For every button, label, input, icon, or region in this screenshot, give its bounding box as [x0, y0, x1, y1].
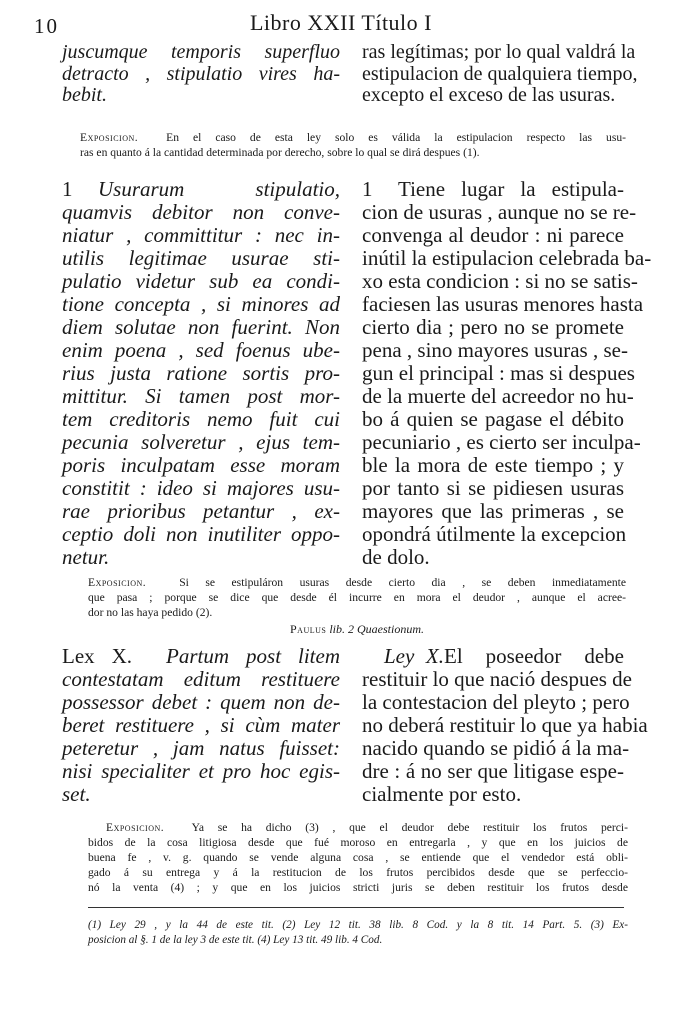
top-spanish-column: [362, 41, 638, 107]
spanish-line: restituir lo que nació despues de: [362, 667, 633, 691]
spanish-line: pena , sino mayores usuras , se-: [362, 338, 628, 362]
page-number: 10: [34, 14, 59, 38]
spanish-line: inútil la estipulacion celebrada ba-: [362, 246, 652, 270]
running-head: Libro XXII Título I: [249, 10, 432, 35]
latin-line: diem solutae non fuerint. Non: [62, 315, 340, 339]
top-latin-column: [62, 42, 340, 107]
latin-line: poris inculpatam esse moram: [62, 453, 340, 477]
latin-line: tem creditoris nemo fuit cui: [62, 407, 340, 431]
lex-heading: Lex X.: [62, 644, 133, 668]
spanish-line: xo esta condicion : si no se satis-: [362, 269, 638, 293]
exposicion-1: [80, 130, 626, 160]
exposicion-text: En el caso de esta ley solo es válida la estipulacion respecto las usu-: [166, 131, 627, 144]
latin-line: quamvis debitor non conve-: [62, 200, 340, 224]
latin-line: nisi specialiter et pro hoc egis-: [62, 759, 340, 783]
latin-line: Partum post litem: [166, 644, 340, 668]
section-number: 1: [62, 177, 73, 201]
source-work: lib. 2 Quaestionum.: [329, 622, 425, 636]
latin-line: enim poena , sed foenus ube-: [62, 338, 340, 362]
latin-line: pecunia solveretur , ejus tem-: [62, 430, 340, 454]
footnote-line: posicion al §. 1 de la ley 3 de este tit. (4) Ley 13 tit. 49 lib. 4 Cod.: [88, 933, 383, 946]
spanish-line: nacido quando se pidió á la ma-: [362, 736, 630, 760]
spanish-line: cierto dia ; pero no se promete: [362, 315, 624, 339]
exposicion-text: Ya se ha dicho (3) , que el deudor debe restituir los frutos perci-: [191, 821, 629, 834]
spanish-line: opondrá útilmente la excepcion: [362, 522, 627, 546]
spanish-line: cialmente por esto.: [362, 782, 522, 806]
footnote-rule: [88, 907, 624, 908]
spanish-line: Tiene lugar la estipula-: [398, 177, 624, 201]
section-1-latin: [62, 178, 340, 569]
exposicion-3: [88, 820, 628, 895]
top-latin-line: detracto , stipulatio vires ha-: [62, 62, 340, 85]
spanish-line: faciesen las usuras menores hasta: [362, 292, 644, 316]
spanish-line: ble la mora de este tiempo ; y: [362, 453, 624, 477]
latin-line: tione concepta , si minores ad: [62, 292, 340, 316]
latin-line: pulatio videtur sub ea condi-: [62, 269, 340, 293]
ley-x-spanish: [362, 644, 648, 806]
spanish-line: de la muerte del acreedor no hu-: [362, 384, 634, 408]
latin-line: possessor debet : quem non de-: [62, 690, 340, 714]
exposicion-text: bidos de la cosa litigiosa desde que fué moroso en entregarla , y que en los juicios de: [88, 836, 628, 849]
latin-line: rius justa ratione sortis pro-: [62, 361, 340, 385]
exposicion-text: dor no las haya pedido (2).: [88, 606, 213, 619]
exposicion-text: que pasa ; porque se dice que desde él incurre en mora el deudor , aunque el acree-: [88, 591, 626, 604]
spanish-line: pecuniario , es cierto ser inculpa-: [362, 430, 641, 454]
spanish-line: de dolo.: [362, 545, 430, 569]
latin-line: peteretur , jam natus fuisset:: [62, 736, 340, 760]
spanish-line: convenga al deudor : ni parece: [362, 223, 624, 247]
top-latin-line: juscumque temporis superfluo: [62, 41, 340, 63]
top-spanish-line: ras legítimas; por lo qual valdrá la: [362, 41, 636, 63]
latin-line: constitit : ideo si majores usu-: [62, 476, 340, 500]
exposicion-text: Si se estipuláron usuras desde cierto dia , se deben inmediatamente: [179, 576, 627, 589]
latin-line: mittitur. Si tamen post mor-: [62, 384, 340, 408]
latin-line: utilis legitimae usurae sti-: [62, 246, 340, 270]
latin-line: netur.: [62, 545, 110, 569]
section-number: 1: [362, 177, 373, 201]
lex-x-latin: [62, 645, 340, 806]
section-1-spanish: [362, 177, 652, 569]
spanish-line: gun el principal : mas si despues: [362, 361, 635, 385]
exposicion-text: gado á su entrega y á la restitucion de los frutos percibidos desde que se perfeccio-: [88, 866, 628, 879]
latin-line: niatur , committitur : nec in-: [62, 223, 340, 247]
spanish-line: por tanto si se pidiesen usuras: [362, 476, 624, 500]
spanish-line: no deberá restituir lo que ya habia: [362, 713, 648, 737]
top-latin-line: bebit.: [62, 84, 107, 107]
ley-heading: Ley X.: [384, 644, 444, 668]
latin-line: rae prioribus petantur , ex-: [62, 499, 340, 523]
latin-line: contestatam editum restituere: [62, 667, 340, 691]
latin-line: set.: [62, 782, 91, 806]
spanish-line: dre : á no ser que litigase espe-: [362, 759, 624, 783]
source-author: Paulus: [290, 622, 327, 636]
footnote-line: (1) Ley 29 , y la 44 de este tit. (2) Ley 12 tit. 38 lib. 8 Cod. y la 8 tit. 14 Part. 5. (3) Ex-: [88, 919, 628, 931]
footnotes: [88, 918, 628, 947]
spanish-line: la contestacion del pleyto ; pero: [362, 690, 630, 714]
latin-line: ceptio doli non inutiliter oppo-: [62, 522, 340, 546]
latin-line: beret restituere , si cùm mater: [62, 713, 340, 737]
top-spanish-line: excepto el exceso de las usuras.: [362, 84, 616, 107]
top-spanish-line: estipulacion de qualquiera tiempo,: [362, 62, 638, 85]
exposicion-label: Exposicion.: [88, 576, 147, 589]
exposicion-text: nó la venta (4) ; y que en los juicios stricti juris se deben restituir los frutos desde: [88, 881, 628, 894]
spanish-line: bo á quien se pagase el débito: [362, 407, 624, 431]
exposicion-label: Exposicion.: [80, 131, 139, 144]
exposicion-label: Exposicion.: [106, 821, 165, 834]
latin-line: Usurarum stipulatio,: [98, 177, 340, 201]
exposicion-2: [88, 575, 626, 620]
spanish-line: El poseedor debe: [444, 644, 624, 668]
exposicion-text: buena fe , v. g. quando se vende alguna cosa , se entiende que el vendedor está obli-: [88, 851, 628, 864]
exposicion-text: ras en quanto á la cantidad determinada por derecho, sobre lo qual se dirá despues (1).: [80, 146, 480, 159]
spanish-line: mayores que las primeras , se: [362, 499, 624, 523]
source-attribution: [290, 622, 424, 637]
spanish-line: cion de usuras , aunque no se re-: [362, 200, 637, 224]
